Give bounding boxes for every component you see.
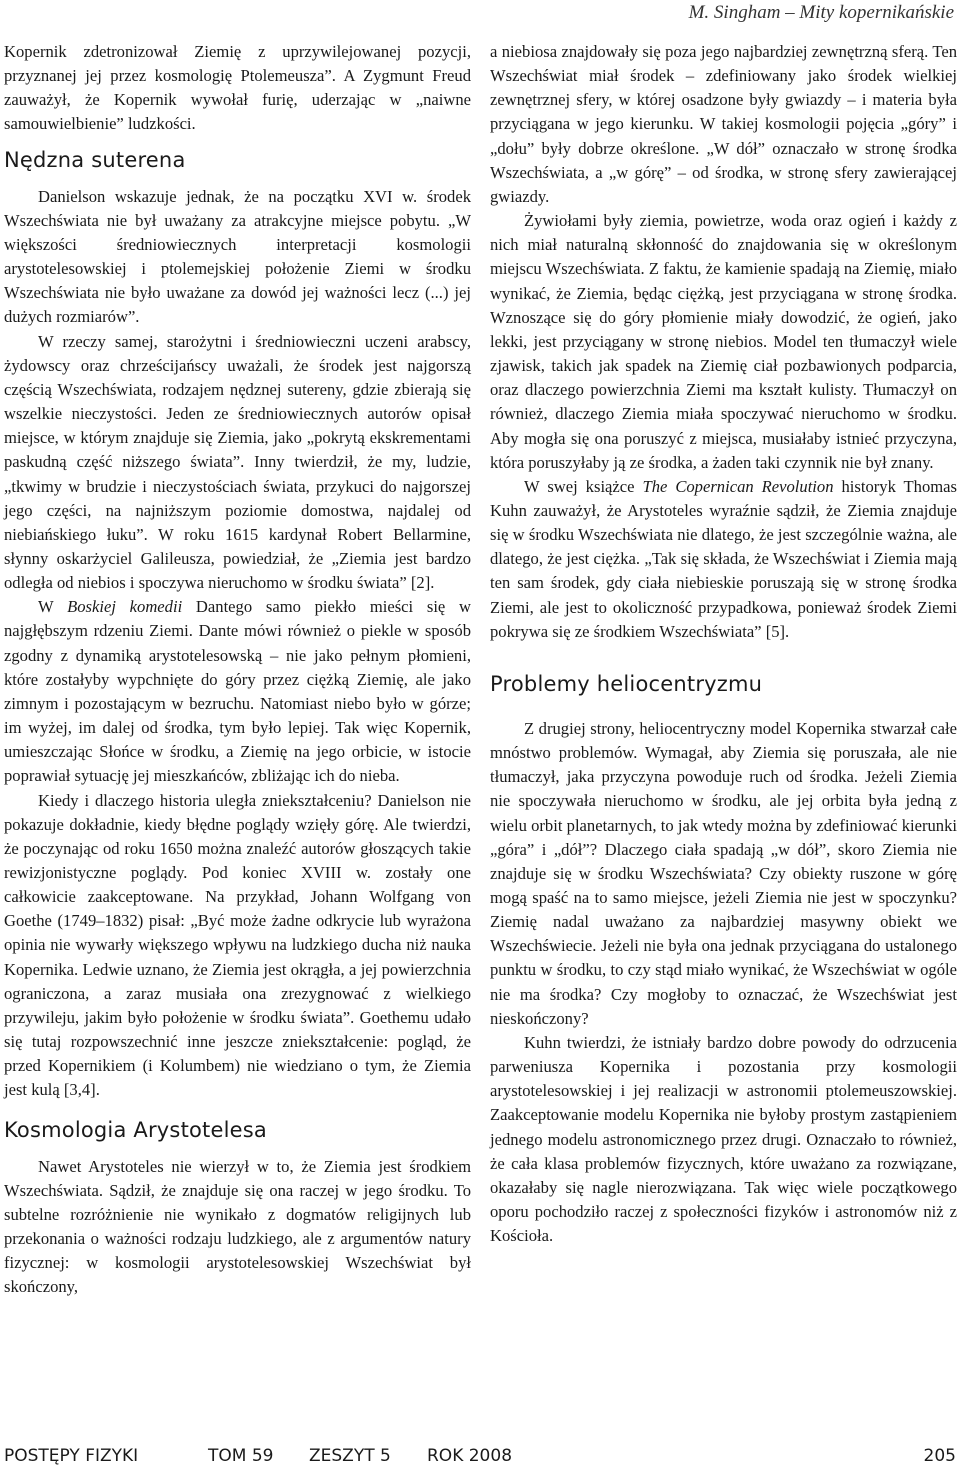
paragraph: Nawet Arystoteles nie wierzył w to, że Ziemia jest środkiem Wszechświata. Sądził, że znajduje się ona raczej w jego środku. To subtelne rozróżnienie nie wynikało z dogmatów religijnych lub przekonania o ważności rodzaju ludzkiego, ale z argumentów natury fizycznej: w kosmologii arystotelesowskiej Wszechświat był skończony, [4,1156,471,1297]
section-heading-problemy: Problemy heliocentryzmu [490,671,763,696]
paragraph: Kiedy i dlaczego historia uległa zniekształceniu? Danielson nie pokazuje dokładnie, kiedy błędne poglądy wzięły górę. Ale twierdzi, że poczynając od roku 1650 można znaleźć autorów głoszących takie rewizjonistyczne poglądy. Pod koniec XVIII w. zostały one całkowicie zaakceptowane. Na przykład, Johann Wolfgang von Goethe (1749–1832) pisał: „Być może żadne odkrycie lub wyrażona opinia nie wywarły większego wpływu na ludzkiego ducha niż nauka Kopernika. Ledwie uznano, że Ziemia jest okrągła, a jej powierzchnia ograniczona, a zaraz musiała ona zrezygnować z wielkiego przywileju, jakim było położenie w środku świata”. Goethemu udało się tutaj rozpowszechnić inne jeszcze zniekształcenie: pogląd, że przed Kopernikiem (i Kolumbem) nie wiedziano o tym, że Ziemia jest kulą [3,4]. [4,790,471,1100]
section-heading-suterena: Nędzna suterena [4,147,186,172]
left-column [4,40,471,1300]
text-run: W [38,597,68,617]
paragraph: Żywiołami były ziemia, powietrze, woda oraz ogień i każdy z nich miał naturalną skłonność do znajdowania się w określonym miejscu Wszechświata. Z faktu, że kamienie spadają na Ziemię, miało wynikać, że Ziemia, będąc ciężką, jest przyciągana w stronę środka. Wznoszące się do góry płomienie miały dowodzić, że ogień, jako lekki, jest przyciągany w stronę niebios. Model ten tłumaczył wiele zjawisk, takich jak spadek na Ziemię ciał pozbawionych podparcia, oraz dlaczego powierzchnia Ziemi ma kształt kulisty. Tłumaczył on również, dlaczego Ziemia miała spoczywać nieruchomo w środku. Aby mogła się ona poruszyć z miejsca, musiałaby istnieć przyczyna, która poruszyłaby ją ze środka, a żaden taki czynnik nie był znany. [490,211,957,472]
book-title: The Copernican Revolution [642,476,834,496]
paragraph-intro: Kopernik zdetronizował Ziemię z uprzywilejowanej pozycji, przyznanej jej przez kosmologię Ptolemeusza”. A Zygmunt Freud zauważył, że Kopernik wywołał furię, uderzając w „naiwne samouwielbienie” ludzkości. [4,42,471,134]
page-footer [4,1446,956,1470]
issue-number: ZESZYT 5 [309,1446,391,1466]
publication-year: ROK 2008 [427,1446,513,1466]
text-run: W swej książce [524,476,643,496]
paragraph [4,595,471,788]
paragraph: Kuhn twierdzi, że istniały bardzo dobre powody do odrzucenia parweniusza Kopernika i pozostania przy kosmologii arystotelesowskiej i jej realizacji w astronomii ptolemeuszowskiej. Zaakceptowanie modelu Kopernika nie byłoby prostym zastąpieniem jednego modelu astronomicznego przez drugi. Oznaczało to również, że cała klasa problemów fizycznych, które uważano za rozwiązane, okazałaby się nagle nierozwiązana. Tak więc wiele początkowego oporu pochodziło raczej z społeczności fizyków i astronomów niż z Kościoła. [490,1032,957,1246]
volume-number: TOM 59 [208,1446,274,1466]
paragraph: W rzeczy samej, starożytni i średniowieczni uczeni arabscy, żydowscy oraz chrześcijańscy uważali, że środek jest najgorszą częścią Wszechświata, rodzajem nędznej sutereny, gdzie zbierają się wszelkie nieczystości. Jeden ze średniowiecznych autorów opisał miejsce, w którym znajduje się Ziemia, jako „pokrytą ekskrementami paskudną część niższego świata”. Inny twierdził, że my, ludzie, „tkwimy w brudzie i nieczystościach świata, przykuci do najgorszej jego części, na najniższym poziomie domostwa, najdalej od niebiańskiego łuku”. W roku 1615 kardynał Robert Bellarmine, słynny oskarżyciel Galileusza, powiedział, że „Ziemia jest bardzo odległa od niebios i spoczywa nieruchomo w środku świata” [2]. [4,331,471,593]
right-column [490,40,957,1248]
journal-name: POSTĘPY FIZYKI [4,1446,139,1466]
work-title: Boskiej komedii [67,597,183,617]
running-head: M. Singham – Mity kopernikańskie [688,2,954,23]
paragraph-continued: a niebiosa znajdowały się poza jego najbardziej zewnętrzną sferą. Ten Wszechświat miał środek – zdefiniowany jako środek wielkiej zewnętrznej sfery, w której osadzone były gwiazdy – i materia była przyciągana w jego kierunku. W takiej kosmologii pojęcia „góry” i „dołu” były dobrze określone. „W dół” oznaczało w stronę środka Wszechświata, a „w górę” – od środka, w stronę sfery zawierającej gwiazdy. [490,42,957,206]
paragraph [490,475,957,644]
text-run: historyk Thomas Kuhn zauważył, że Arystoteles wyraźnie sądził, że Ziemia znajduje się w środku Wszechświata nie dlatego, że jest szczególnie ważna, ale dlatego, że jest ciężka. „Tak się składa, że Wszechświat i Ziemia mają ten sam środek, gdy ciała niebieskie poruszają się w stronę środka Ziemi, ale jest to okoliczność przypadkowa, ponieważ środek Ziemi pokrywa się ze środkiem Wszechświata” [5]. [490,476,957,641]
page-number: 205 [923,1446,956,1466]
paragraph: Danielson wskazuje jednak, że na początku XVI w. środek Wszechświata nie był uważany za atrakcyjne miejsce pobytu. „W większości średniowiecznych interpretacji kosmologii arystotelesowskiej i ptolemejskiej położenie Ziemi w środku Wszechświata nie było uważane za dowód jej ważności lecz (...) jej dużych rozmiarów”. [4,186,471,327]
paragraph: Z drugiej strony, heliocentryczny model Kopernika stwarzał całe mnóstwo problemów. Wymagał, aby Ziemia się poruszała, ale nie tłumaczył, jaka przyczyna powoduje ruch od środka. Jeżeli Ziemia nie spoczywała nieruchomo w środku, ale jej orbita była jedną z wielu orbit planetarnych, to jak wtedy można by zdefiniować kierunki „góra” i „dół”? Dlaczego ciała spadają „w dół”, skoro Ziemia nie znajduje się w środku Wszechświata? Czy obiekty ruszone w górę mogą spaść na to samo miejsce, jeżeli Ziemia nie jest w spoczynku? Ziemię nadal uważano za najbardziej masywny obiekt we Wszechświecie. Jeżeli nie była ona jednak przyciągana do ustalonego punktu w środku, to czy stąd miało wynikać, że Wszechświat w ogóle nie ma środka? Czy mogłoby to oznaczać, że Wszechświat jest nieskończony? [490,718,957,1028]
text-run: Dantego samo piekło mieści się w najgłębszym rdzeniu Ziemi. Dante mówi również o piekle w sposób zgodny z dynamiką arystotelesowską – nie jako pełnym płomieni, które zostałyby wypchnięte do góry przez ciężką Ziemię, ale jako zimnym i pozostającym w bezruchu. Natomiast niebo było w górze; im wyżej, im dalej od środka, tym było lepiej. Tak więc Kopernik, umieszczając Słońce w środku, a Ziemię na jego orbicie, w istocie poprawiał sytuację jej mieszkańców, zbliżając ich do nieba. [4,597,472,786]
section-heading-kosmologia: Kosmologia Arystotelesa [4,1117,267,1142]
